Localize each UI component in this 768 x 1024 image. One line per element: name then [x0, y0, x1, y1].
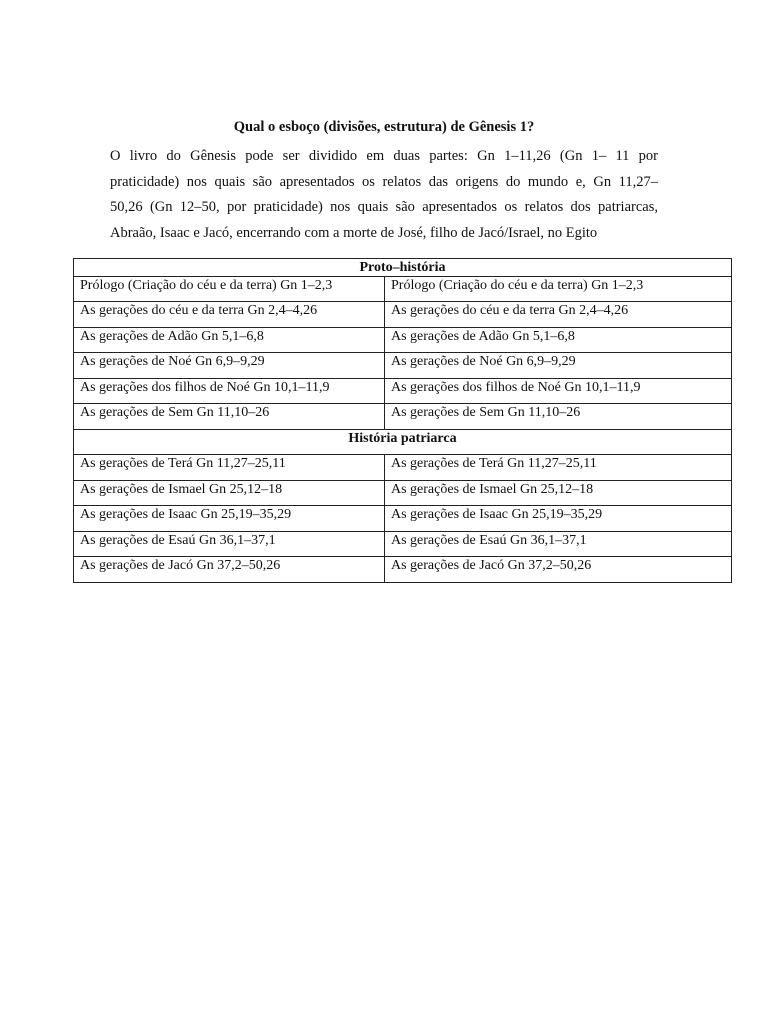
table-cell: As gerações de Esaú Gn 36,1–37,1 [74, 531, 385, 557]
paragraph-line: Abraão, Isaac e Jacó, encerrando com a morte de José, filho de Jacó/Israel, no Egito [110, 224, 598, 241]
table-cell: Prólogo (Criação do céu e da terra) Gn 1–2,3 [74, 277, 385, 302]
table-row [74, 353, 732, 379]
table-row [74, 302, 732, 328]
table-row [74, 277, 732, 302]
table-cell: As gerações de Esaú Gn 36,1–37,1 [385, 531, 732, 557]
table-cell: As gerações de Isaac Gn 25,19–35,29 [385, 506, 732, 532]
paragraph-line: 50,26 (Gn 12–50, por praticidade) nos quais são apresentados os relatos dos patriarcas, [110, 199, 658, 215]
paragraph-line: O livro do Gênesis pode ser dividido em duas partes: Gn 1–11,26 (Gn 1– 11 por [110, 148, 658, 164]
table-row [74, 327, 732, 353]
table-cell: As gerações de Ismael Gn 25,12–18 [385, 480, 732, 506]
table-cell: As gerações de Jacó Gn 37,2–50,26 [385, 557, 732, 583]
table-cell: As gerações de Jacó Gn 37,2–50,26 [74, 557, 385, 583]
table-cell: As gerações de Isaac Gn 25,19–35,29 [74, 506, 385, 532]
table-row [74, 455, 732, 481]
table-cell: As gerações de Ismael Gn 25,12–18 [74, 480, 385, 506]
genesis-outline-table [73, 258, 732, 583]
table-cell: As gerações dos filhos de Noé Gn 10,1–11,9 [385, 378, 732, 404]
table-row [74, 480, 732, 506]
table-cell: As gerações de Sem Gn 11,10–26 [385, 404, 732, 430]
table-cell: As gerações de Noé Gn 6,9–9,29 [74, 353, 385, 379]
table-row [74, 378, 732, 404]
table-cell: Prólogo (Criação do céu e da terra) Gn 1–2,3 [385, 277, 732, 302]
section-heading-row [74, 259, 732, 277]
table-cell: As gerações de Terá Gn 11,27–25,11 [74, 455, 385, 481]
table-row [74, 531, 732, 557]
table-cell: As gerações do céu e da terra Gn 2,4–4,26 [385, 302, 732, 328]
section-heading-historia-patriarca: História patriarca [74, 429, 732, 455]
section-heading-row [74, 429, 732, 455]
table-cell: As gerações dos filhos de Noé Gn 10,1–11,9 [74, 378, 385, 404]
table-cell: As gerações de Adão Gn 5,1–6,8 [74, 327, 385, 353]
table-cell: As gerações de Terá Gn 11,27–25,11 [385, 455, 732, 481]
document-title: Qual o esboço (divisões, estrutura) de Gênesis 1? [233, 119, 535, 135]
table-row [74, 404, 732, 430]
table-cell: As gerações do céu e da terra Gn 2,4–4,26 [74, 302, 385, 328]
paragraph-line: praticidade) nos quais são apresentados os relatos das origens do mundo e, Gn 11,27– [110, 173, 658, 190]
table-row [74, 557, 732, 583]
table-cell: As gerações de Adão Gn 5,1–6,8 [385, 327, 732, 353]
table-cell: As gerações de Noé Gn 6,9–9,29 [385, 353, 732, 379]
table-row [74, 506, 732, 532]
section-heading-proto-historia: Proto–história [74, 259, 732, 277]
intro-paragraph [110, 144, 658, 246]
table-cell: As gerações de Sem Gn 11,10–26 [74, 404, 385, 430]
